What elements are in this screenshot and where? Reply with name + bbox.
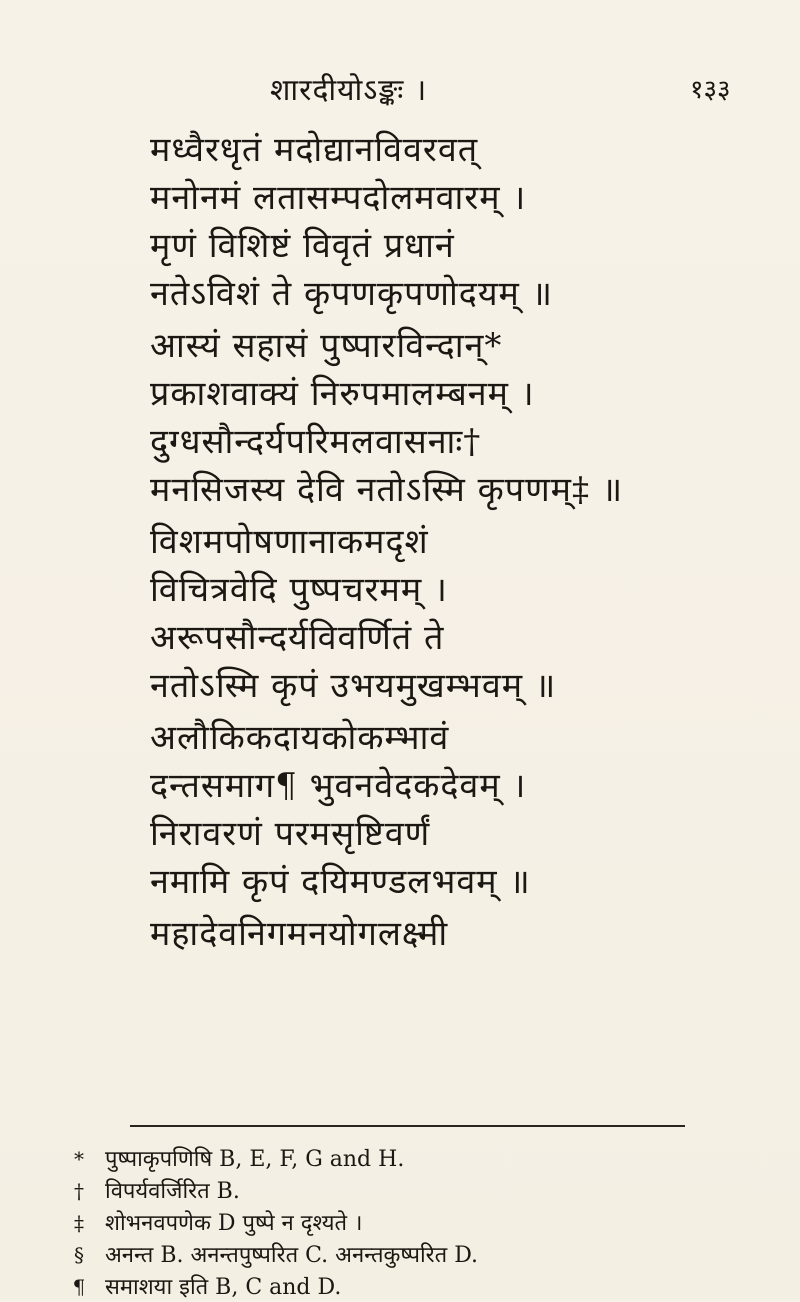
verse-line: मनोनमं लतासम्पदोलमवारम् । — [150, 178, 527, 218]
footnote-text: अनन्त B. अनन्तपुष्परित C. अनन्तकुष्परित D. — [105, 1243, 479, 1268]
footnote — [60, 1241, 478, 1269]
verse-line: आस्यं सहासं पुष्पारविन्दान्* — [150, 326, 503, 366]
verse-line: प्रकाशवाक्यं निरुपमालम्बनम् । — [150, 374, 535, 414]
footnote-mark: ‡ — [74, 1211, 84, 1235]
page-header — [0, 68, 800, 108]
verse-line: अलौकिकदायकोकम्भावं — [150, 718, 450, 758]
footnote-rule — [130, 1125, 685, 1127]
footnote-mark: ¶ — [72, 1275, 86, 1299]
verse-line: अरूपसौन्दर्यविवर्णितं ते — [150, 618, 445, 658]
verse-line: मनसिजस्य देवि नतोऽस्मि कृपणम्‡ ॥ — [150, 470, 624, 510]
verse-line: दन्तसमाग¶ भुवनवेदकदेवम् । — [150, 766, 527, 806]
footnote — [60, 1273, 341, 1301]
verse-line: दुग्धसौन्दर्यपरिमलवासनाः† — [150, 422, 482, 462]
footnote-text: विपर्यवर्जिरित B. — [105, 1179, 240, 1204]
verse-line: नतोऽस्मि कृपं उभयमुखम्भवम् ॥ — [150, 666, 557, 706]
footnote — [60, 1177, 240, 1205]
footnote-mark: † — [74, 1179, 84, 1203]
verse-line: महादेवनिगमनयोगलक्ष्मी — [150, 914, 449, 954]
footnote-mark: § — [74, 1243, 84, 1267]
verse-line: नमामि कृपं दयिमण्डलभवम् ॥ — [150, 862, 531, 902]
footnote-text: शोभनवपणेक D पुष्पे न दृश्यते । — [105, 1211, 363, 1236]
verse-line: विचित्रवेदि पुष्पचरमम् । — [150, 570, 448, 610]
page-number: १३३ — [690, 75, 731, 105]
verse-line: नतेऽविशं ते कृपणकृपणोदयम् ॥ — [150, 274, 554, 314]
footnote-mark: * — [74, 1147, 84, 1171]
footnote — [60, 1145, 404, 1173]
footnote-text: पुष्पाकृपणिषि B, E, F, G and H. — [105, 1147, 405, 1172]
verse-line: निरावरणं परमसृष्टिवर्णं — [150, 814, 431, 854]
verse-line: मध्वैरधृतं मदोद्यानविवरवत् — [150, 130, 479, 170]
verse-line: विशमपोषणानाकमदृशं — [150, 522, 429, 562]
verse-line: मृणं विशिष्टं विवृतं प्रधानं — [150, 226, 455, 266]
footnote — [60, 1209, 362, 1237]
footnote-text: समाशया इति B, C and D. — [105, 1275, 342, 1300]
running-head: शारदीयोऽङ्कः । — [270, 73, 428, 108]
